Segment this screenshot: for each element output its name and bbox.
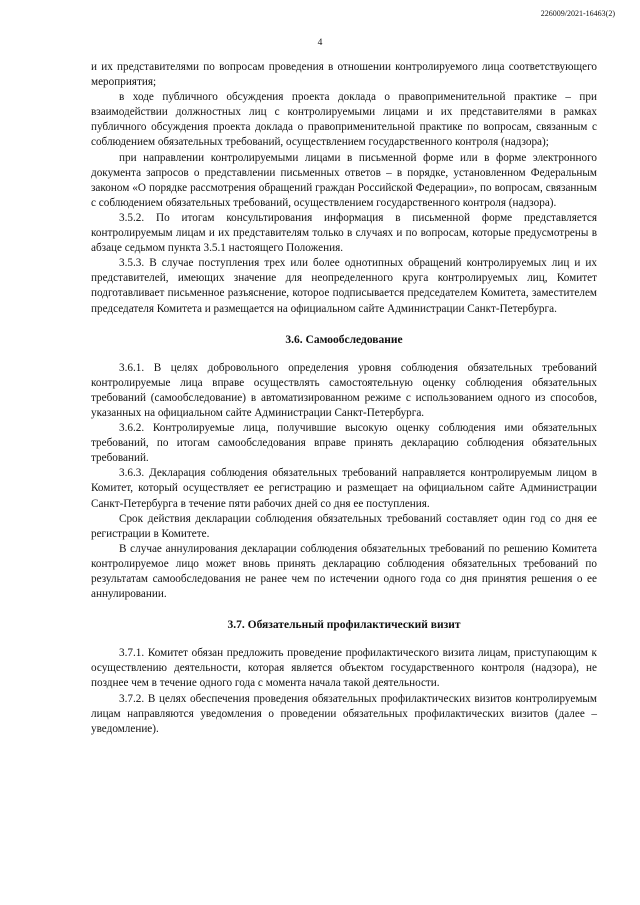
paragraph: Срок действия декларации соблюдения обязательных требований составляет один год со дня ее регистрации в Комитете. — [91, 512, 597, 540]
document-number: 226009/2021-16463(2) — [540, 9, 615, 18]
paragraph: при направлении контролируемыми лицами в письменной форме или в форме электронного документа запросов о представлении письменных ответов – в порядке, установленном Федеральным законом «О порядке рассмотрения обращений граждан Российской Федерации», по вопросам, связанным с соблюдением обязательных требований, осуществлением государственного контроля (надзора). — [91, 151, 597, 209]
paragraph: 3.6.3. Декларация соблюдения обязательных требований направляется контролируемым лицом в Комитет, который осуществляет ее регистрацию и размещает на официальном сайте Администрации Санкт-Петербурга в течение пяти рабочих дней со дня ее поступления. — [91, 467, 597, 510]
page-number: 4 — [317, 38, 323, 48]
paragraph: 3.6.1. В целях добровольного определения уровня соблюдения обязательных требований контролируемые лица вправе осуществлять самостоятельную оценку соблюдения обязательных требований (самообследование) в автоматизированном режиме с использованием одного из способов, указанных на официальном сайте Администрации Санкт-Петербурга. — [91, 361, 597, 419]
paragraph: 3.5.3. В случае поступления трех или более однотипных обращений контролируемых лиц и их представителей, имеющих значение для неопределенного круга контролируемых лиц, Комитет подготавливает письменное разъяснение, которое подписывается председателем Комитета, заместителем председателя Комитета и размещается на официальном сайте Администрации Санкт-Петербурга. — [91, 257, 597, 315]
paragraph: в ходе публичного обсуждения проекта доклада о правоприменительной практике – при взаимодействии должностных лиц с контролируемыми лицами и их представителями в рамках публичного обсуждения проекта доклада о правоприменительной практике по вопросам, связанным с соблюдением обязательных требований, осуществлением государственного контроля (надзора); — [91, 91, 597, 149]
document-body — [91, 60, 597, 737]
section-heading: 3.6. Самообследование — [285, 333, 403, 346]
paragraph: 3.7.1. Комитет обязан предложить проведение профилактического визита лицам, приступающим к осуществлению деятельности, которая является объектом государственного контроля (надзора), не позднее чем в течение одного года с момента начала такой деятельности. — [91, 647, 597, 690]
section-heading: 3.7. Обязательный профилактический визит — [227, 619, 461, 632]
paragraph: и их представителями по вопросам проведения в отношении контролируемого лица соответствующего мероприятия; — [91, 61, 597, 89]
paragraph: 3.5.2. По итогам консультирования информация в письменной форме представляется контролируемым лицам и их представителям только в случаях и по вопросам, которые предусмотрены в абзаце седьмом пункта 3.5.1 настоящего Положения. — [91, 211, 597, 255]
paragraph: В случае аннулирования декларации соблюдения обязательных требований по решению Комитета контролируемое лицо может вновь принять декларацию соблюдения обязательных требований по результатам самообследования не ранее чем по истечении одного года со дня принятия решения о ее аннулировании. — [91, 542, 597, 601]
paragraph: 3.6.2. Контролируемые лица, получившие высокую оценку соблюдения ими обязательных требований, по итогам самообследования вправе принять декларацию соблюдения обязательных требований. — [91, 422, 597, 465]
paragraph: 3.7.2. В целях обеспечения проведения обязательных профилактических визитов контролируемым лицам направляются уведомления о проведении обязательных профилактических визитов (далее – уведомление). — [91, 692, 597, 735]
